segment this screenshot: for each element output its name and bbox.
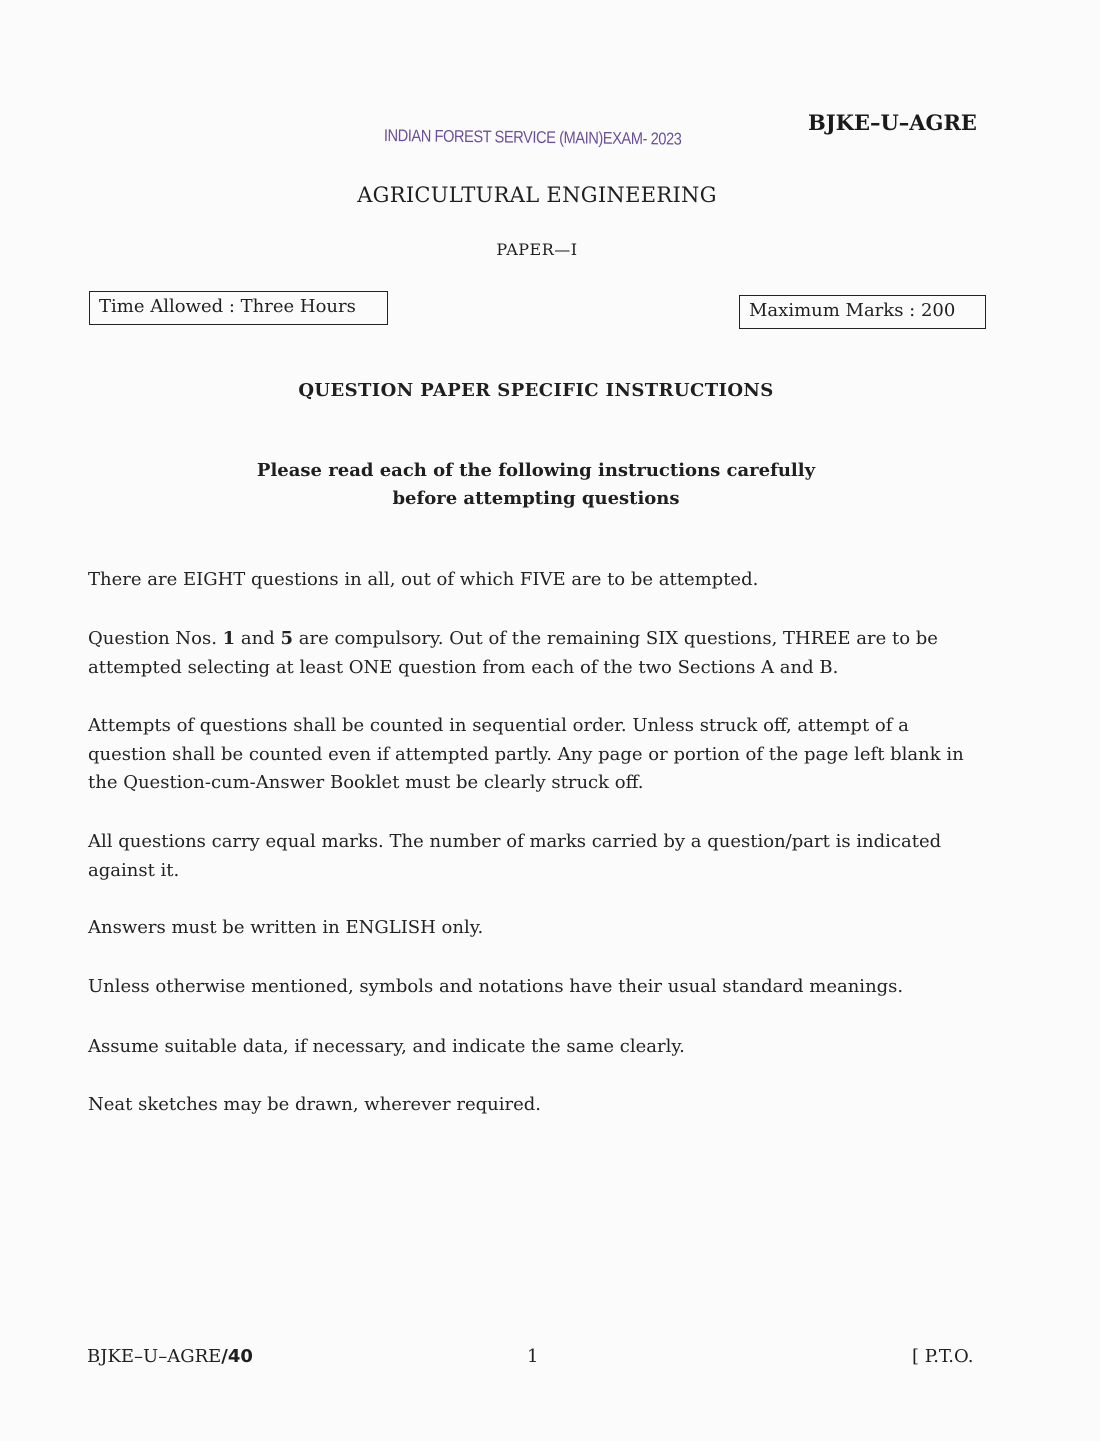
- p2-text-a: Question Nos.: [88, 628, 223, 649]
- instruction-paragraph-2: [88, 625, 986, 682]
- exam-stamp: INDIAN FOREST SERVICE (MAIN)EXAM- 2023: [383, 126, 682, 149]
- sub-heading-line-2: before attempting questions: [392, 488, 680, 509]
- page-number: 1: [527, 1346, 539, 1367]
- instructions-sub-heading: [0, 457, 1072, 513]
- p2-question-5: 5: [280, 628, 294, 649]
- maximum-marks-box: Maximum Marks : 200: [739, 295, 986, 329]
- sub-heading-line-1: Please read each of the following instructions carefully: [256, 460, 816, 481]
- subject-title: AGRICULTURAL ENGINEERING: [357, 183, 717, 207]
- instruction-paragraph-7: Assume suitable data, if necessary, and indicate the same clearly.: [88, 1036, 685, 1057]
- instruction-paragraph-1: There are EIGHT questions in all, out of which FIVE are to be attempted.: [88, 569, 759, 590]
- p2-text-b: and: [235, 628, 281, 649]
- instruction-paragraph-3: Attempts of questions shall be counted in sequential order. Unless struck off, attempt of a question shall be counted even if attempted partly. Any page or portion of the page left blank in the Question-cum-Answer Booklet must be clearly struck off.: [88, 715, 964, 793]
- instruction-paragraph-4: All questions carry equal marks. The number of marks carried by a question/part is indicated against it.: [88, 831, 942, 881]
- instruction-paragraph-5: Answers must be written in ENGLISH only.: [88, 917, 484, 938]
- paper-code: BJKE–U–AGRE: [808, 110, 977, 135]
- p2-text-c: are compulsory. Out of the remaining SIX questions, THREE are to be attempted selecting at least ONE question from each of the two Sections A and B.: [88, 628, 938, 678]
- footer-code-suffix: /40: [221, 1346, 253, 1367]
- time-allowed-box: Time Allowed : Three Hours: [89, 291, 388, 325]
- instructions-heading: QUESTION PAPER SPECIFIC INSTRUCTIONS: [298, 380, 774, 401]
- instruction-paragraph-8: Neat sketches may be drawn, wherever required.: [88, 1094, 541, 1115]
- instruction-paragraph-6: Unless otherwise mentioned, symbols and notations have their usual standard meanings.: [88, 976, 904, 997]
- p2-question-1: 1: [222, 628, 236, 649]
- pto-marker: [ P.T.O.: [912, 1346, 974, 1367]
- footer-code-text: BJKE–U–AGRE: [87, 1346, 222, 1367]
- paper-number: PAPER—I: [496, 240, 578, 259]
- footer-paper-code: [87, 1346, 253, 1367]
